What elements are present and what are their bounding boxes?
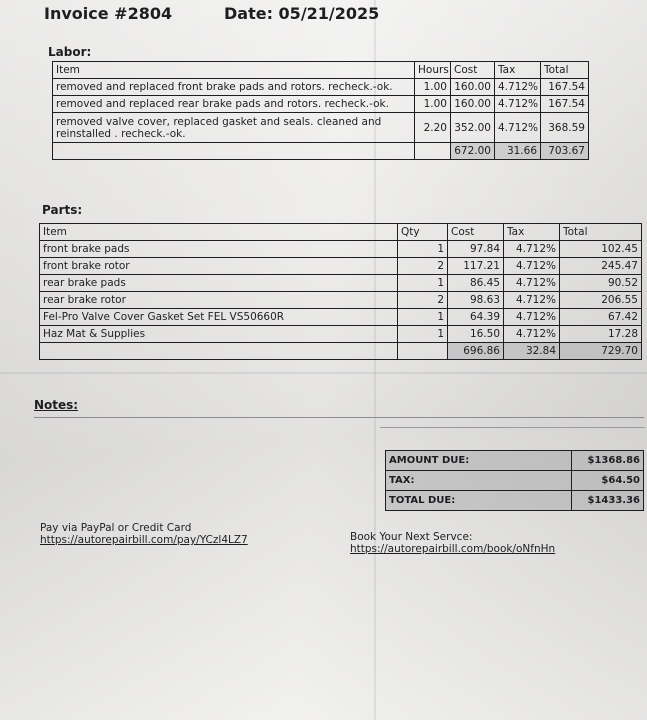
total-due-label: TOTAL DUE: <box>386 491 572 511</box>
parts-row <box>40 326 642 343</box>
labor-header-cost: Cost <box>451 62 495 79</box>
parts-row <box>40 241 642 258</box>
parts-item: front brake pads <box>40 241 398 258</box>
parts-item: front brake rotor <box>40 258 398 275</box>
parts-item: Fel-Pro Valve Cover Gasket Set FEL VS50660R <box>40 309 398 326</box>
labor-totals-row <box>53 143 589 160</box>
labor-row <box>53 79 589 96</box>
parts-cost: 86.45 <box>448 275 504 292</box>
parts-header-cost: Cost <box>448 224 504 241</box>
parts-total: 102.45 <box>560 241 642 258</box>
labor-total: 368.59 <box>541 113 589 143</box>
parts-total: 67.42 <box>560 309 642 326</box>
amount-due-value: $1368.86 <box>572 451 644 471</box>
labor-item: removed valve cover, replaced gasket and seals. cleaned and reinstalled . recheck.-ok. <box>53 113 415 143</box>
parts-cost: 97.84 <box>448 241 504 258</box>
labor-header-item: Item <box>53 62 415 79</box>
parts-qty: 2 <box>398 292 448 309</box>
parts-qty: 2 <box>398 258 448 275</box>
summary-divider <box>380 427 645 428</box>
labor-cost: 160.00 <box>451 96 495 113</box>
booking-block <box>350 531 555 555</box>
labor-hours: 1.00 <box>415 96 451 113</box>
parts-tax: 4.712% <box>504 241 560 258</box>
amount-due-row <box>386 451 644 471</box>
labor-table <box>52 61 589 160</box>
labor-tax: 4.712% <box>495 96 541 113</box>
labor-title: Labor: <box>48 45 92 59</box>
labor-header-tax: Tax <box>495 62 541 79</box>
labor-tax-total: 31.66 <box>495 143 541 160</box>
parts-tax-total: 32.84 <box>504 343 560 360</box>
invoice-header <box>44 4 380 23</box>
total-due-value: $1433.36 <box>572 491 644 511</box>
labor-row <box>53 96 589 113</box>
parts-cost-total: 696.86 <box>448 343 504 360</box>
paper-crease <box>0 372 647 374</box>
parts-table <box>39 223 642 360</box>
labor-totals-blank <box>53 143 415 160</box>
parts-qty: 1 <box>398 241 448 258</box>
parts-row <box>40 258 642 275</box>
parts-row <box>40 275 642 292</box>
invoice-number: Invoice #2804 <box>44 4 173 23</box>
parts-item: rear brake pads <box>40 275 398 292</box>
parts-cost: 117.21 <box>448 258 504 275</box>
parts-cost: 16.50 <box>448 326 504 343</box>
parts-qty: 1 <box>398 309 448 326</box>
parts-total: 206.55 <box>560 292 642 309</box>
parts-totals-row <box>40 343 642 360</box>
parts-tax: 4.712% <box>504 258 560 275</box>
labor-item: removed and replaced front brake pads and rotors. recheck.-ok. <box>53 79 415 96</box>
parts-item: rear brake rotor <box>40 292 398 309</box>
labor-tax: 4.712% <box>495 79 541 96</box>
parts-header-row <box>40 224 642 241</box>
parts-row <box>40 309 642 326</box>
parts-total: 17.28 <box>560 326 642 343</box>
parts-tax: 4.712% <box>504 309 560 326</box>
parts-header-item: Item <box>40 224 398 241</box>
labor-tax: 4.712% <box>495 113 541 143</box>
parts-qty: 1 <box>398 275 448 292</box>
parts-title: Parts: <box>42 203 83 217</box>
payment-link[interactable]: https://autorepairbill.com/pay/YCzl4LZ7 <box>40 534 248 546</box>
labor-totals-blank <box>415 143 451 160</box>
parts-tax: 4.712% <box>504 326 560 343</box>
parts-tax: 4.712% <box>504 275 560 292</box>
payment-block <box>40 522 248 546</box>
labor-cost: 352.00 <box>451 113 495 143</box>
labor-grand-total: 703.67 <box>541 143 589 160</box>
parts-row <box>40 292 642 309</box>
parts-header-total: Total <box>560 224 642 241</box>
parts-cost: 64.39 <box>448 309 504 326</box>
parts-header-tax: Tax <box>504 224 560 241</box>
labor-hours: 2.20 <box>415 113 451 143</box>
tax-label: TAX: <box>386 471 572 491</box>
labor-header-hours: Hours <box>415 62 451 79</box>
payment-label: Pay via PayPal or Credit Card <box>40 522 192 534</box>
invoice-date: Date: 05/21/2025 <box>224 4 380 23</box>
labor-cost-total: 672.00 <box>451 143 495 160</box>
summary-table <box>385 450 644 511</box>
amount-due-label: AMOUNT DUE: <box>386 451 572 471</box>
parts-item: Haz Mat & Supplies <box>40 326 398 343</box>
parts-totals-blank <box>398 343 448 360</box>
labor-total: 167.54 <box>541 79 589 96</box>
tax-value: $64.50 <box>572 471 644 491</box>
parts-grand-total: 729.70 <box>560 343 642 360</box>
parts-total: 245.47 <box>560 258 642 275</box>
parts-qty: 1 <box>398 326 448 343</box>
booking-link[interactable]: https://autorepairbill.com/book/oNfnHn <box>350 543 556 555</box>
labor-header-total: Total <box>541 62 589 79</box>
total-due-row <box>386 491 644 511</box>
parts-tax: 4.712% <box>504 292 560 309</box>
parts-total: 90.52 <box>560 275 642 292</box>
labor-item: removed and replaced rear brake pads and rotors. recheck.-ok. <box>53 96 415 113</box>
tax-row <box>386 471 644 491</box>
notes-divider <box>34 417 644 418</box>
parts-totals-blank <box>40 343 398 360</box>
parts-header-qty: Qty <box>398 224 448 241</box>
labor-row <box>53 113 589 143</box>
parts-cost: 98.63 <box>448 292 504 309</box>
notes-title: Notes: <box>34 398 79 412</box>
booking-label: Book Your Next Servce: <box>350 531 473 543</box>
labor-cost: 160.00 <box>451 79 495 96</box>
labor-hours: 1.00 <box>415 79 451 96</box>
labor-header-row <box>53 62 589 79</box>
labor-total: 167.54 <box>541 96 589 113</box>
